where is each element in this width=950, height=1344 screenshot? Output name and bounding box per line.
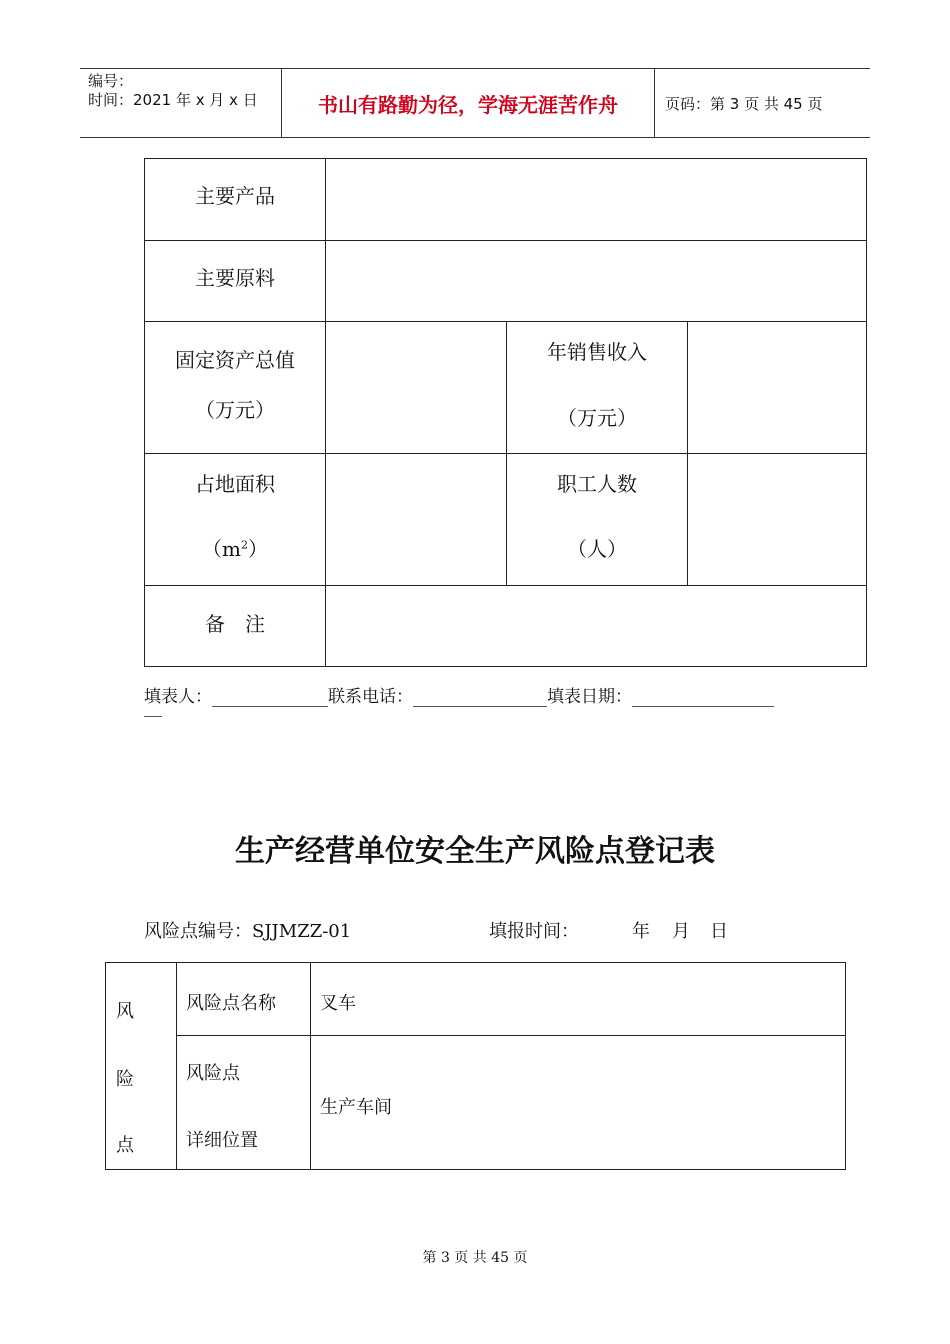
land-area-unit-close: ） [247, 537, 268, 561]
main-products-label: 主要产品 [195, 184, 275, 208]
side-label-xian: 险 [116, 1069, 134, 1090]
form-title: 生产经营单位安全生产风险点登记表 [235, 834, 715, 869]
phone-blank[interactable] [413, 688, 547, 707]
report-time-label: 填报时间： [489, 921, 579, 942]
side-label-feng: 风 [116, 1001, 134, 1022]
header-motto: 书山有路勤为径，学海无涯苦作舟 [281, 69, 655, 137]
land-area-unit [145, 533, 325, 562]
risk-name-value[interactable]: 叉车 [320, 993, 356, 1014]
fixed-assets-label: 固定资产总值 [175, 348, 295, 372]
page-header [80, 68, 870, 138]
date-blank-continued [144, 716, 162, 717]
location-label-line2: 详细位置 [186, 1130, 258, 1151]
annual-sales-field[interactable] [688, 322, 866, 453]
risk-point-table [105, 962, 846, 1170]
risk-name-label: 风险点名称 [186, 993, 276, 1014]
table-divider [176, 963, 177, 1169]
date-label: 填表日期： [547, 687, 632, 707]
table-divider [310, 963, 311, 1169]
report-year-label: 年 [632, 921, 650, 942]
main-products-field[interactable] [326, 159, 866, 240]
annual-sales-label: 年销售收入 [547, 340, 647, 364]
land-area-unit-sup: 2 [240, 538, 248, 552]
land-area-label: 占地面积 [195, 472, 275, 496]
location-value[interactable]: 生产车间 [320, 1097, 392, 1118]
employees-label: 职工人数 [557, 472, 637, 496]
phone-label: 联系电话： [328, 687, 413, 707]
main-materials-field[interactable] [326, 241, 866, 321]
fixed-assets-field[interactable] [326, 322, 506, 453]
report-day-label: 日 [710, 921, 728, 942]
land-area-unit-open: （m [202, 537, 241, 561]
document-number-label: 编号： [88, 72, 134, 90]
filler-label: 填表人： [144, 687, 212, 707]
document-time-label: 时间：2021 年 x 月 x 日 [88, 91, 258, 109]
remarks-label: 备 注 [205, 612, 265, 636]
page-footer: 第 3 页 共 45 页 [422, 1250, 528, 1266]
employees-unit: （人） [567, 537, 627, 561]
sign-line [144, 682, 774, 707]
employees-field[interactable] [688, 454, 866, 585]
date-blank[interactable] [632, 688, 774, 707]
header-page-info: 页码：第 3 页 共 45 页 [665, 94, 823, 113]
fixed-assets-unit: （万元） [195, 398, 275, 422]
table-divider [177, 1035, 845, 1036]
filler-blank[interactable] [212, 688, 328, 707]
land-area-field[interactable] [326, 454, 506, 585]
side-label-dian: 点 [116, 1135, 134, 1156]
enterprise-info-table [144, 158, 867, 667]
risk-code-label: 风险点编号：SJJMZZ-01 [144, 921, 352, 942]
annual-sales-unit: （万元） [557, 406, 637, 430]
header-meta [80, 69, 280, 137]
main-materials-label: 主要原料 [195, 266, 275, 290]
report-month-label: 月 [672, 921, 690, 942]
location-label-line1: 风险点 [186, 1063, 240, 1084]
remarks-field[interactable] [326, 586, 866, 666]
